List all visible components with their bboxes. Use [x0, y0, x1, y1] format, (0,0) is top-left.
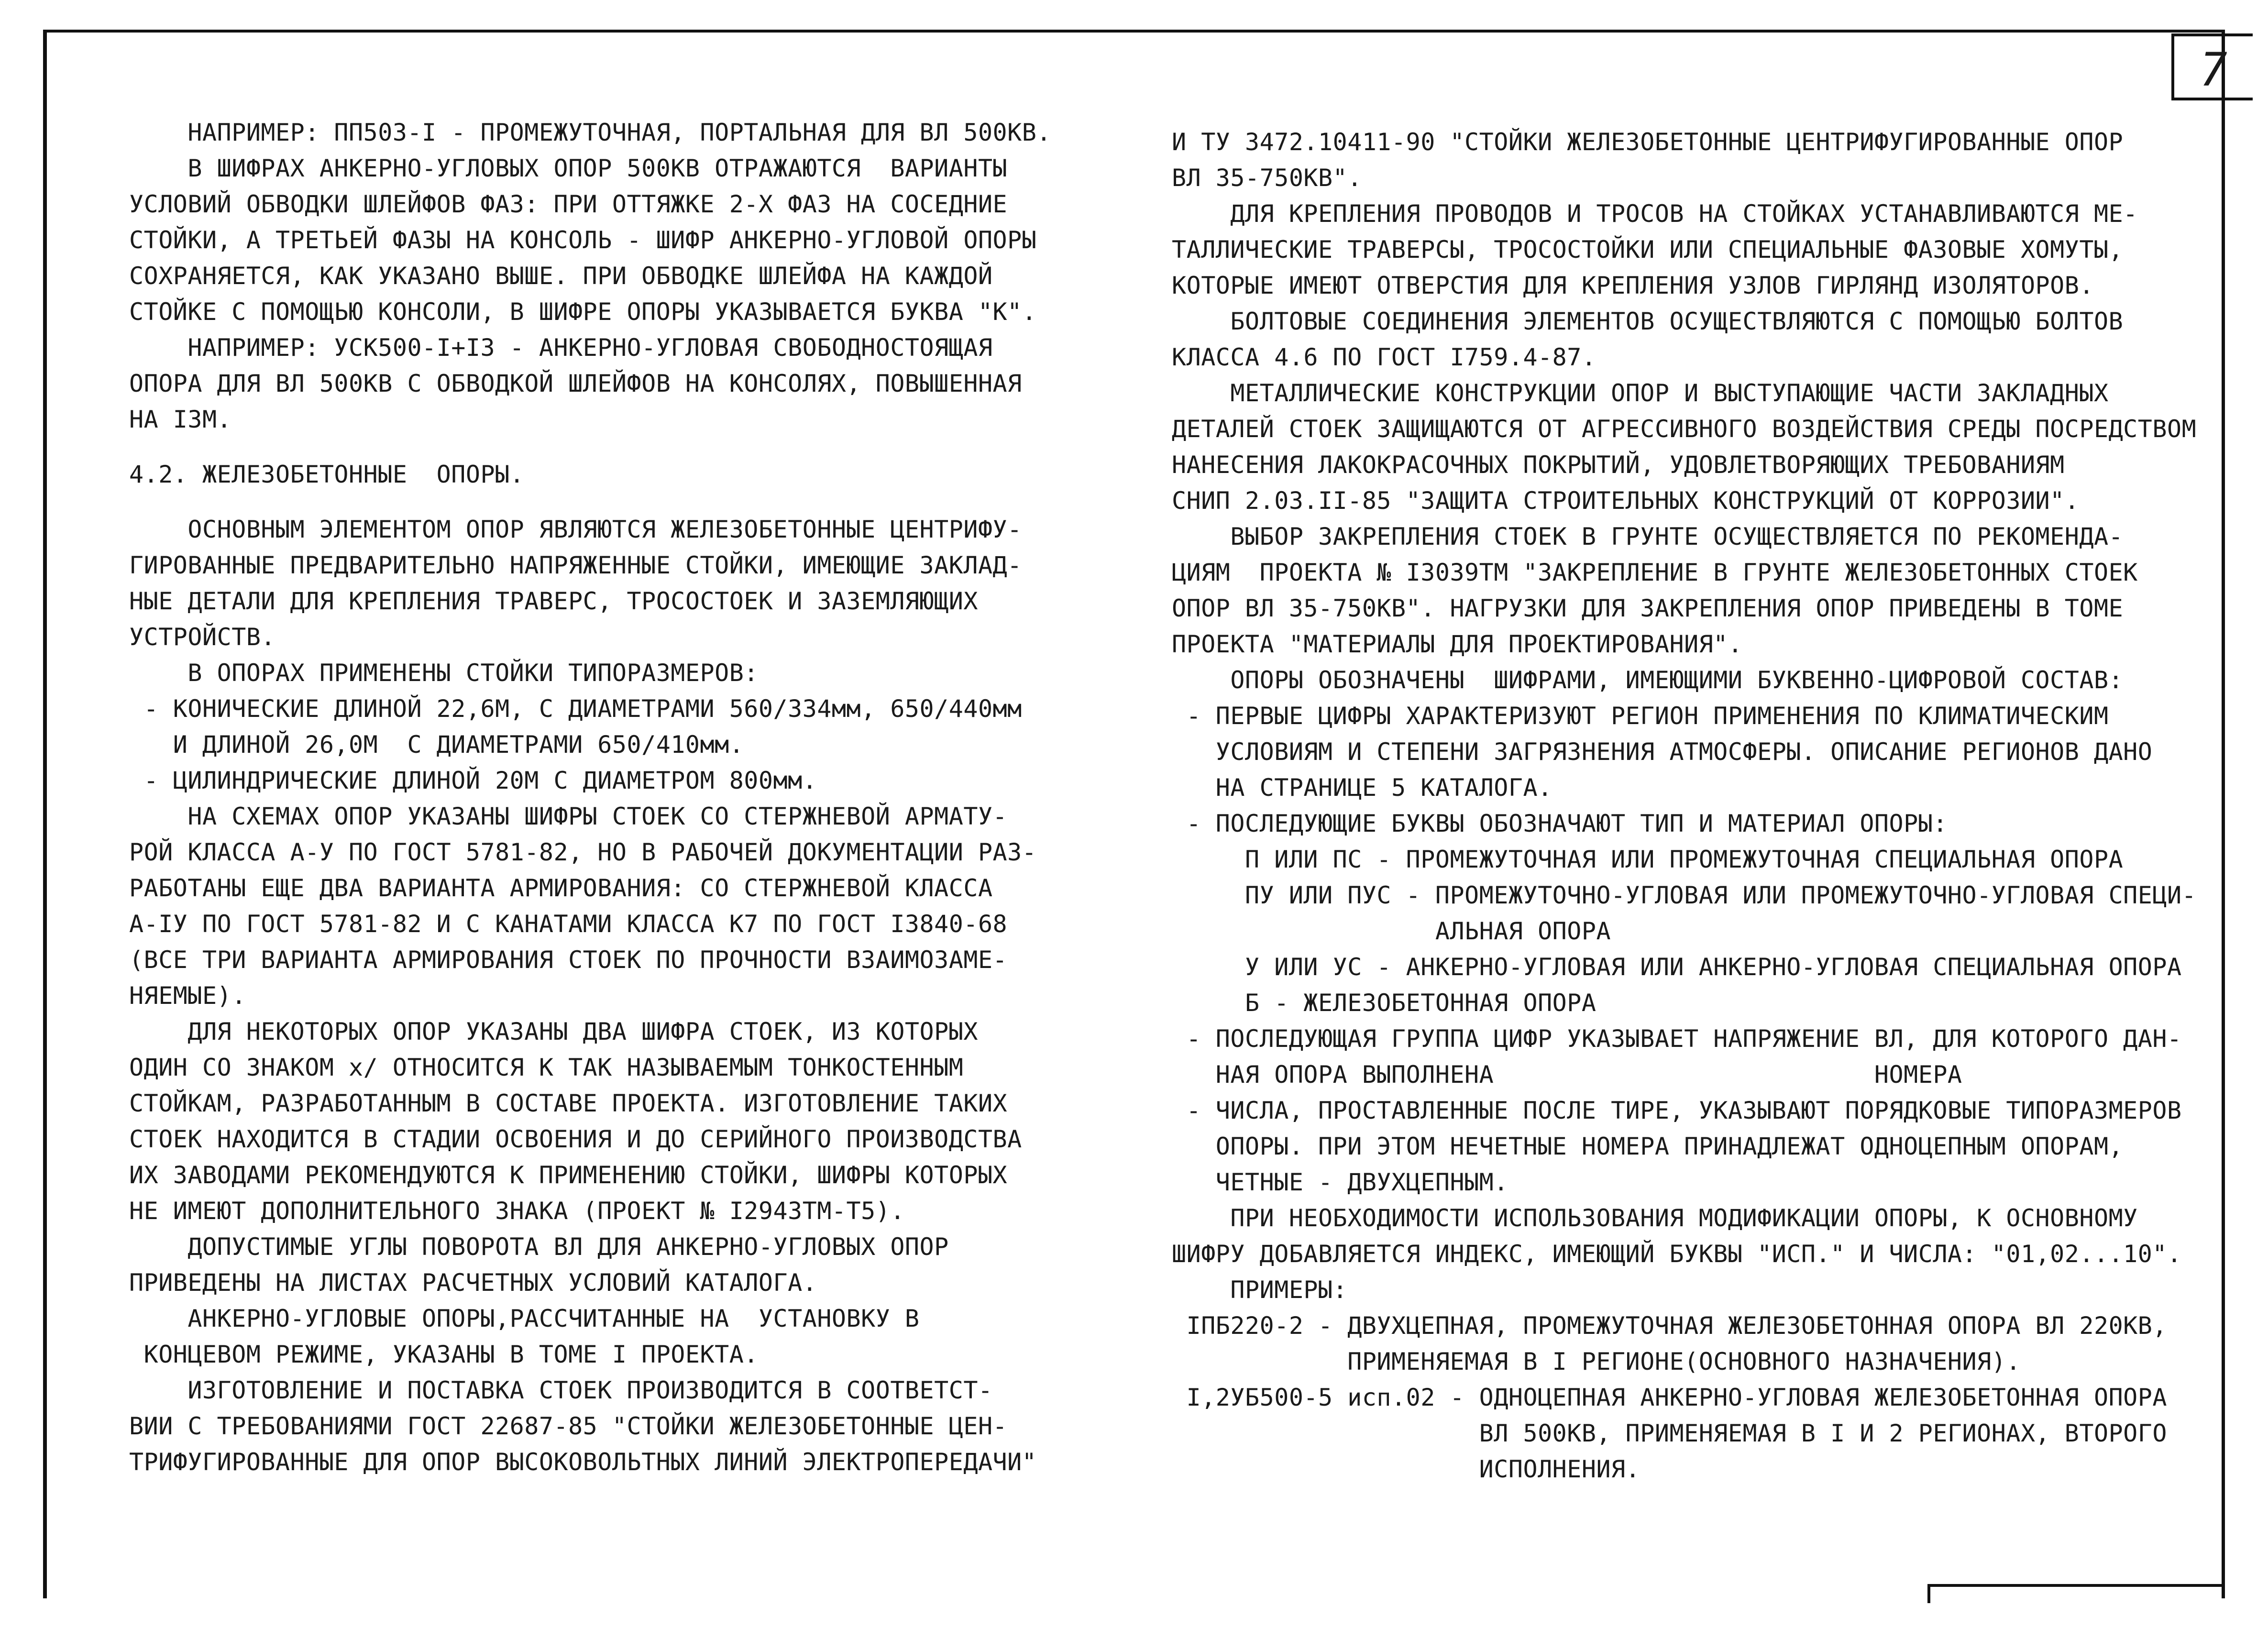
- section-heading: 4.2. ЖЕЛЕЗОБЕТОННЫЕ ОПОРЫ.: [129, 461, 525, 488]
- text-line: СТОЙКИ, А ТРЕТЬЕЙ ФАЗЫ НА КОНСОЛЬ - ШИФР АНКЕРНО-УГЛОВОЙ ОПОРЫ: [129, 226, 1037, 254]
- text-line: НАПРИМЕР: ПП503-I - ПРОМЕЖУТОЧНАЯ, ПОРТАЛЬНАЯ ДЛЯ ВЛ 500КВ.: [129, 119, 1051, 146]
- text-line: МЕТАЛЛИЧЕСКИЕ КОНСТРУКЦИИ ОПОР И ВЫСТУПАЮЩИЕ ЧАСТИ ЗАКЛАДНЫХ: [1172, 379, 2109, 407]
- text-line: СНИП 2.03.II-85 "ЗАЩИТА СТРОИТЕЛЬНЫХ КОНСТРУКЦИЙ ОТ КОРРОЗИИ".: [1172, 487, 2080, 515]
- text-line: ПРИ НЕОБХОДИМОСТИ ИСПОЛЬЗОВАНИЯ МОДИФИКАЦИИ ОПОРЫ, К ОСНОВНОМУ: [1172, 1204, 2138, 1232]
- text-line: ОСНОВНЫМ ЭЛЕМЕНТОМ ОПОР ЯВЛЯЮТСЯ ЖЕЛЕЗОБЕТОННЫЕ ЦЕНТРИФУ-: [129, 516, 1022, 543]
- text-line: НЯЕМЫЕ).: [129, 982, 246, 1010]
- text-line: ВЫБОР ЗАКРЕПЛЕНИЯ СТОЕК В ГРУНТЕ ОСУЩЕСТВЛЯЕТСЯ ПО РЕКОМЕНДА-: [1172, 523, 2124, 550]
- text-line: ДЕТАЛЕЙ СТОЕК ЗАЩИЩАЮТСЯ ОТ АГРЕССИВНОГО ВОЗДЕЙСТВИЯ СРЕДЫ ПОСРЕДСТВОМ: [1172, 415, 2197, 443]
- left-text-column: [129, 115, 1051, 1480]
- text-line: И ДЛИНОЙ 26,0М С ДИАМЕТРАМИ 650/410мм.: [129, 731, 744, 759]
- text-line: РОЙ КЛАССА А-У ПО ГОСТ 5781-82, НО В РАБОЧЕЙ ДОКУМЕНТАЦИИ РАЗ-: [129, 838, 1037, 866]
- text-line: ИХ ЗАВОДАМИ РЕКОМЕНДУЮТСЯ К ПРИМЕНЕНИЮ СТОЙКИ, ШИФРЫ КОТОРЫХ: [129, 1161, 1008, 1189]
- text-line: СОХРАНЯЕТСЯ, КАК УКАЗАНО ВЫШЕ. ПРИ ОБВОДКЕ ШЛЕЙФА НА КАЖДОЙ: [129, 262, 993, 290]
- text-line: ОДИН СО ЗНАКОМ х/ ОТНОСИТСЯ К ТАК НАЗЫВАЕМЫМ ТОНКОСТЕННЫМ: [129, 1054, 964, 1081]
- text-line: IПБ220-2 - ДВУХЦЕПНАЯ, ПРОМЕЖУТОЧНАЯ ЖЕЛЕЗОБЕТОННАЯ ОПОРА ВЛ 220КВ,: [1172, 1312, 2167, 1340]
- text-line: НА I3М.: [129, 406, 232, 433]
- title-block-corner: [1927, 1584, 2224, 1603]
- text-line: НАПРИМЕР: УСК500-I+I3 - АНКЕРНО-УГЛОВАЯ СВОБОДНОСТОЯЩАЯ: [129, 334, 993, 362]
- text-line: ВИИ С ТРЕБОВАНИЯМИ ГОСТ 22687-85 "СТОЙКИ ЖЕЛЕЗОБЕТОННЫЕ ЦЕН-: [129, 1412, 1008, 1440]
- frame-right-border: [2222, 30, 2225, 1598]
- text-line: ОПОР ВЛ 35-750КВ". НАГРУЗКИ ДЛЯ ЗАКРЕПЛЕНИЯ ОПОР ПРИВЕДЕНЫ В ТОМЕ: [1172, 594, 2124, 622]
- frame-left-border: [43, 30, 47, 1598]
- text-line: ГИРОВАННЫЕ ПРЕДВАРИТЕЛЬНО НАПРЯЖЕННЫЕ СТОЙКИ, ИМЕЮЩИЕ ЗАКЛАД-: [129, 551, 1022, 579]
- text-line: УСЛОВИЯМ И СТЕПЕНИ ЗАГРЯЗНЕНИЯ АТМОСФЕРЫ. ОПИСАНИЕ РЕГИОНОВ ДАНО: [1172, 738, 2153, 766]
- text-line: СТОЙКАМ, РАЗРАБОТАННЫМ В СОСТАВЕ ПРОЕКТА. ИЗГОТОВЛЕНИЕ ТАКИХ: [129, 1089, 1008, 1117]
- text-line: АЛЬНАЯ ОПОРА: [1172, 917, 1611, 945]
- text-line: - ПОСЛЕДУЮЩИЕ БУКВЫ ОБОЗНАЧАЮТ ТИП И МАТЕРИАЛ ОПОРЫ:: [1172, 810, 1948, 837]
- text-line: НАЯ ОПОРА ВЫПОЛНЕНА НОМЕРА: [1172, 1061, 1962, 1089]
- text-line: - КОНИЧЕСКИЕ ДЛИНОЙ 22,6М, С ДИАМЕТРАМИ 560/334мм, 650/440мм: [129, 695, 1022, 723]
- text-line: ТАЛЛИЧЕСКИЕ ТРАВЕРСЫ, ТРОСОСТОЙКИ ИЛИ СПЕЦИАЛЬНЫЕ ФАЗОВЫЕ ХОМУТЫ,: [1172, 236, 2124, 264]
- text-line: НА СТРАНИЦЕ 5 КАТАЛОГА.: [1172, 774, 1552, 802]
- text-line: СТОЕК НАХОДИТСЯ В СТАДИИ ОСВОЕНИЯ И ДО СЕРИЙНОГО ПРОИЗВОДСТВА: [129, 1125, 1022, 1153]
- text-line: - ПОСЛЕДУЮЩАЯ ГРУППА ЦИФР УКАЗЫВАЕТ НАПРЯЖЕНИЕ ВЛ, ДЛЯ КОТОРОГО ДАН-: [1172, 1025, 2182, 1053]
- text-line: РАБОТАНЫ ЕЩЕ ДВА ВАРИАНТА АРМИРОВАНИЯ: СО СТЕРЖНЕВОЙ КЛАССА: [129, 874, 993, 902]
- text-line: В ОПОРАХ ПРИМЕНЕНЫ СТОЙКИ ТИПОРАЗМЕРОВ:: [129, 659, 759, 687]
- text-line: НЫЕ ДЕТАЛИ ДЛЯ КРЕПЛЕНИЯ ТРАВЕРС, ТРОСОСТОЕК И ЗАЗЕМЛЯЮЩИХ: [129, 587, 978, 615]
- right-text-column: [1172, 124, 2197, 1487]
- text-line: НАНЕСЕНИЯ ЛАКОКРАСОЧНЫХ ПОКРЫТИЙ, УДОВЛЕТВОРЯЮЩИХ ТРЕБОВАНИЯМ: [1172, 451, 2065, 479]
- text-line: ПРИВЕДЕНЫ НА ЛИСТАХ РАСЧЕТНЫХ УСЛОВИЙ КАТАЛОГА.: [129, 1269, 817, 1297]
- text-line: - ЧИСЛА, ПРОСТАВЛЕННЫЕ ПОСЛЕ ТИРЕ, УКАЗЫВАЮТ ПОРЯДКОВЫЕ ТИПОРАЗМЕРОВ: [1172, 1097, 2182, 1124]
- text-line: УСЛОВИЙ ОБВОДКИ ШЛЕЙФОВ ФАЗ: ПРИ ОТТЯЖКЕ 2-Х ФАЗ НА СОСЕДНИЕ: [129, 190, 1008, 218]
- text-line: ИСПОЛНЕНИЯ.: [1172, 1455, 1640, 1483]
- text-line: КЛАССА 4.6 ПО ГОСТ I759.4-87.: [1172, 343, 1596, 371]
- text-line: ЧЕТНЫЕ - ДВУХЦЕПНЫМ.: [1172, 1168, 1508, 1196]
- text-line: ИЗГОТОВЛЕНИЕ И ПОСТАВКА СТОЕК ПРОИЗВОДИТСЯ В СООТВЕТСТ-: [129, 1376, 993, 1404]
- text-line: У ИЛИ УС - АНКЕРНО-УГЛОВАЯ ИЛИ АНКЕРНО-УГЛОВАЯ СПЕЦИАЛЬНАЯ ОПОРА: [1172, 953, 2182, 981]
- text-line: ПРИМЕРЫ:: [1172, 1276, 1348, 1304]
- text-line: ОПОРА ДЛЯ ВЛ 500КВ С ОБВОДКОЙ ШЛЕЙФОВ НА КОНСОЛЯХ, ПОВЫШЕННАЯ: [129, 370, 1022, 397]
- text-line: (ВСЕ ТРИ ВАРИАНТА АРМИРОВАНИЯ СТОЕК ПО ПРОЧНОСТИ ВЗАИМОЗАМЕ-: [129, 946, 1008, 974]
- text-line: В ШИФРАХ АНКЕРНО-УГЛОВЫХ ОПОР 500КВ ОТРАЖАЮТСЯ ВАРИАНТЫ: [129, 154, 1008, 182]
- text-line: КОНЦЕВОМ РЕЖИМЕ, УКАЗАНЫ В ТОМЕ I ПРОЕКТА.: [129, 1341, 759, 1368]
- text-line: Б - ЖЕЛЕЗОБЕТОННАЯ ОПОРА: [1172, 989, 1596, 1017]
- text-line: ШИФРУ ДОБАВЛЯЕТСЯ ИНДЕКС, ИМЕЮЩИЙ БУКВЫ "ИСП." И ЧИСЛА: "01,02...10".: [1172, 1240, 2182, 1268]
- text-line: П ИЛИ ПС - ПРОМЕЖУТОЧНАЯ ИЛИ ПРОМЕЖУТОЧНАЯ СПЕЦИАЛЬНАЯ ОПОРА: [1172, 846, 2124, 873]
- text-line: А-IУ ПО ГОСТ 5781-82 И С КАНАТАМИ КЛАССА К7 ПО ГОСТ I3840-68: [129, 910, 1008, 938]
- text-line: ПРИМЕНЯЕМАЯ В I РЕГИОНЕ(ОСНОВНОГО НАЗНАЧЕНИЯ).: [1172, 1348, 2021, 1375]
- text-line: ТРИФУГИРОВАННЫЕ ДЛЯ ОПОР ВЫСОКОВОЛЬТНЫХ ЛИНИЙ ЭЛЕКТРОПЕРЕДАЧИ": [129, 1448, 1037, 1476]
- text-line: КОТОРЫЕ ИМЕЮТ ОТВЕРСТИЯ ДЛЯ КРЕПЛЕНИЯ УЗЛОВ ГИРЛЯНД ИЗОЛЯТОРОВ.: [1172, 272, 2094, 299]
- text-line: НА СХЕМАХ ОПОР УКАЗАНЫ ШИФРЫ СТОЕК СО СТЕРЖНЕВОЙ АРМАТУ-: [129, 803, 1008, 830]
- text-line: ПУ ИЛИ ПУС - ПРОМЕЖУТОЧНО-УГЛОВАЯ ИЛИ ПРОМЕЖУТОЧНО-УГЛОВАЯ СПЕЦИ-: [1172, 881, 2197, 909]
- text-line: I,2УБ500-5 исп.02 - ОДНОЦЕПНАЯ АНКЕРНО-УГЛОВАЯ ЖЕЛЕЗОБЕТОННАЯ ОПОРА: [1172, 1384, 2167, 1411]
- text-line: ОПОРЫ. ПРИ ЭТОМ НЕЧЕТНЫЕ НОМЕРА ПРИНАДЛЕЖАТ ОДНОЦЕПНЫМ ОПОРАМ,: [1172, 1133, 2124, 1160]
- text-line: ОПОРЫ ОБОЗНАЧЕНЫ ШИФРАМИ, ИМЕЮЩИМИ БУКВЕННО-ЦИФРОВОЙ СОСТАВ:: [1172, 666, 2124, 694]
- text-line: УСТРОЙСТВ.: [129, 623, 276, 651]
- frame-top-border: [43, 30, 2224, 33]
- text-line: СТОЙКЕ С ПОМОЩЬЮ КОНСОЛИ, В ШИФРЕ ОПОРЫ УКАЗЫВАЕТСЯ БУКВА "К".: [129, 298, 1037, 326]
- text-line: ВЛ 500КВ, ПРИМЕНЯЕМАЯ В I И 2 РЕГИОНАХ, ВТОРОГО: [1172, 1419, 2167, 1447]
- text-line: - ЦИЛИНДРИЧЕСКИЕ ДЛИНОЙ 20М С ДИАМЕТРОМ 800мм.: [129, 767, 817, 794]
- text-line: - ПЕРВЫЕ ЦИФРЫ ХАРАКТЕРИЗУЮТ РЕГИОН ПРИМЕНЕНИЯ ПО КЛИМАТИЧЕСКИМ: [1172, 702, 2109, 730]
- text-line: И ТУ 3472.10411-90 "СТОЙКИ ЖЕЛЕЗОБЕТОННЫЕ ЦЕНТРИФУГИРОВАННЫЕ ОПОР: [1172, 128, 2124, 156]
- text-line: ДЛЯ НЕКОТОРЫХ ОПОР УКАЗАНЫ ДВА ШИФРА СТОЕК, ИЗ КОТОРЫХ: [129, 1018, 978, 1045]
- page-number: 7: [2171, 33, 2253, 100]
- text-line: НЕ ИМЕЮТ ДОПОЛНИТЕЛЬНОГО ЗНАКА (ПРОЕКТ № I2943ТМ-Т5).: [129, 1197, 905, 1225]
- text-line: БОЛТОВЫЕ СОЕДИНЕНИЯ ЭЛЕМЕНТОВ ОСУЩЕСТВЛЯЮТСЯ С ПОМОЩЬЮ БОЛТОВ: [1172, 308, 2124, 335]
- text-line: АНКЕРНО-УГЛОВЫЕ ОПОРЫ,РАССЧИТАННЫЕ НА УСТАНОВКУ В: [129, 1305, 920, 1332]
- text-line: ПРОЕКТА "МАТЕРИАЛЫ ДЛЯ ПРОЕКТИРОВАНИЯ".: [1172, 630, 1743, 658]
- text-line: ЦИЯМ ПРОЕКТА № I3039ТМ "ЗАКРЕПЛЕНИЕ В ГРУНТЕ ЖЕЛЕЗОБЕТОННЫХ СТОЕК: [1172, 559, 2138, 586]
- text-line: ДЛЯ КРЕПЛЕНИЯ ПРОВОДОВ И ТРОСОВ НА СТОЙКАХ УСТАНАВЛИВАЮТСЯ МЕ-: [1172, 200, 2138, 228]
- text-line: ДОПУСТИМЫЕ УГЛЫ ПОВОРОТА ВЛ ДЛЯ АНКЕРНО-УГЛОВЫХ ОПОР: [129, 1233, 949, 1261]
- text-line: ВЛ 35-750КВ".: [1172, 164, 1362, 192]
